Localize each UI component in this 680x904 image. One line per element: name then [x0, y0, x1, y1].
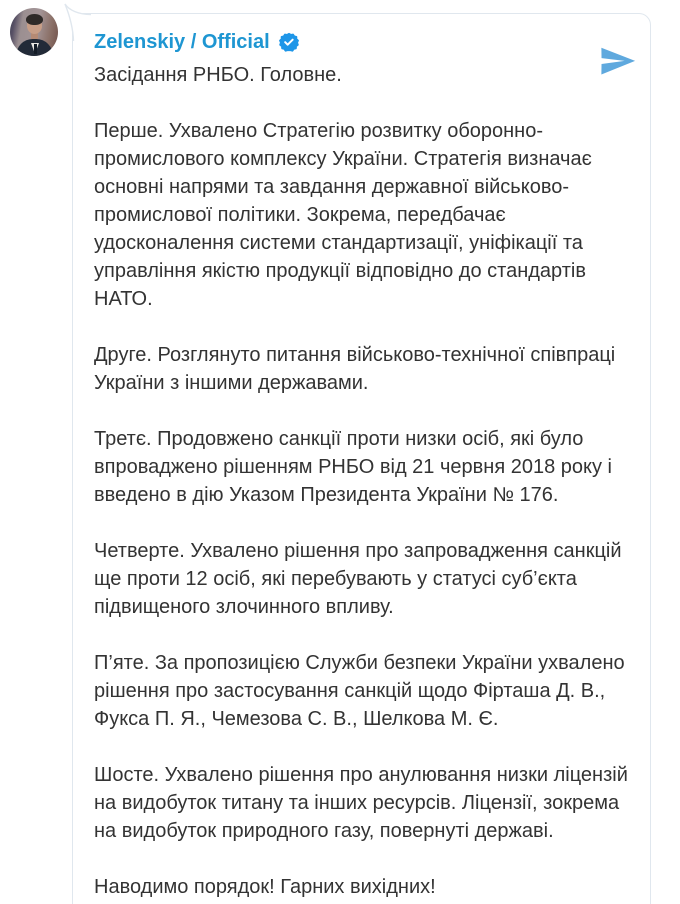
post-paragraph: Шосте. Ухвалено рішення про анулювання низки ліцензій на видобуток титану та інших ресурсів. Ліцензії, зокрема на видобуток природного газу, повернуті державі. — [94, 764, 628, 842]
verified-badge-icon — [279, 32, 299, 52]
channel-avatar[interactable] — [10, 8, 58, 56]
post-bubble — [72, 13, 651, 904]
telegram-plane-icon[interactable] — [599, 42, 637, 80]
post-paragraph: Третє. Продовжено санкції проти низки осіб, які було впроваджено рішенням РНБО від 21 червня 2018 року і введено в дію Указом Президента України № 176. — [94, 428, 612, 506]
avatar-hair — [26, 14, 43, 25]
bubble-tail — [59, 2, 91, 48]
post-header — [94, 30, 630, 54]
post-text — [94, 61, 630, 901]
post-paragraph: Наводимо порядок! Гарних вихідних! — [94, 876, 436, 898]
post-paragraph: Перше. Ухвалено Стратегію розвитку оборонно-промислового комплексу України. Стратегія визначає основні напрями та завдання державної військово-промислової політики. Зокрема, передбачає удосконалення системи стандартизації, уніфікації та управління якістю продукції відповідно до стандартів НАТО. — [94, 120, 592, 310]
post-paragraph: П’яте. За пропозицією Служби безпеки України ухвалено рішення про застосування санкцій щодо Фірташа Д. В., Фукса П. Я., Чемезова С. В., Шелкова М. Є. — [94, 652, 625, 730]
post-paragraph: Четверте. Ухвалено рішення про запровадження санкцій ще проти 12 осіб, які перебувають у статусі суб’єкта підвищеного злочинного впливу. — [94, 540, 622, 618]
avatar-tie — [34, 44, 37, 54]
post-paragraph: Засідання РНБО. Головне. — [94, 64, 342, 86]
post-paragraph: Друге. Розглянуто питання військово-технічної співпраці України з іншими державами. — [94, 344, 616, 394]
channel-name-link[interactable]: Zelenskiy / Official — [94, 31, 270, 53]
